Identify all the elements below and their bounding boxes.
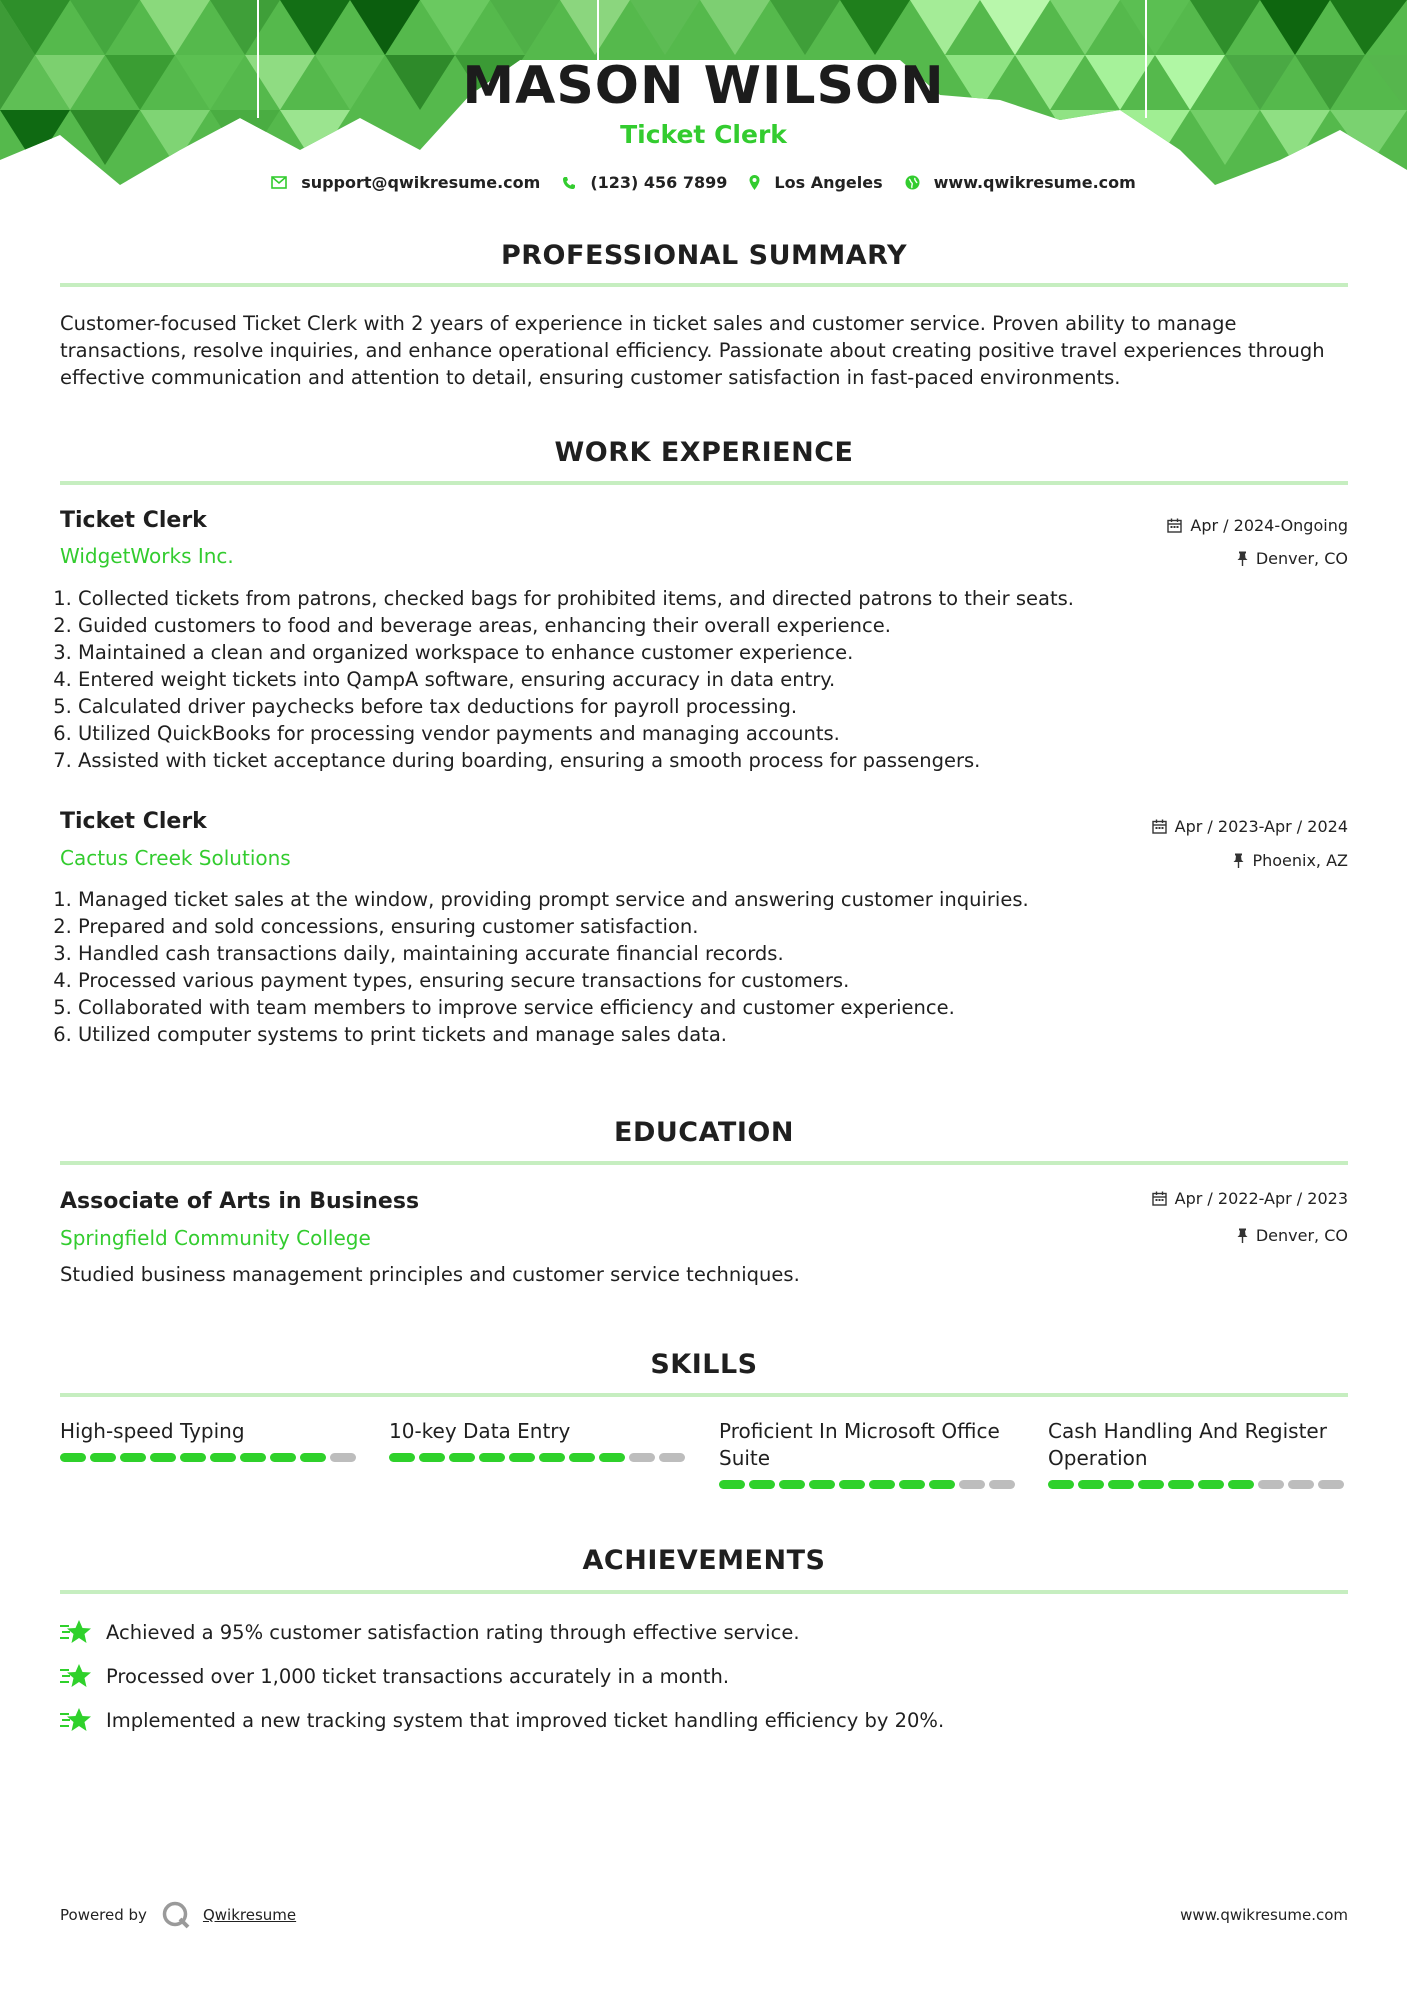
skill-level-segment: [449, 1453, 475, 1462]
pushpin-icon: [1233, 853, 1244, 868]
list-item: 6. Utilized QuickBooks for processing vendor payments and managing accounts.: [78, 720, 1368, 747]
list-item: 4. Processed various payment types, ensuring secure transactions for customers.: [78, 967, 1368, 994]
skill-name: Proficient In Microsoft Office Suite: [719, 1419, 1000, 1470]
skill-level-segment: [509, 1453, 535, 1462]
list-item: 3. Handled cash transactions daily, maintaining accurate financial records.: [78, 940, 1368, 967]
skill-level-segment: [839, 1480, 865, 1489]
education-location-text: Denver, CO: [1255, 1226, 1348, 1245]
summary-heading: PROFESSIONAL SUMMARY: [500, 240, 908, 271]
list-item: 2. Prepared and sold concessions, ensuring customer satisfaction.: [78, 913, 1368, 940]
list-item: 6. Utilized computer systems to print tickets and manage sales data.: [78, 1021, 1368, 1048]
skill-level-segment: [1108, 1480, 1134, 1489]
skills-divider: [60, 1393, 1348, 1397]
achievement-item: [60, 1662, 729, 1690]
job-dates: [1167, 516, 1348, 535]
email-text: support@qwikresume.com: [301, 173, 541, 192]
skill-level-segment: [899, 1480, 925, 1489]
skill-name: Cash Handling And Register Operation: [1048, 1419, 1327, 1470]
job-location: [1237, 549, 1348, 568]
skill-item: [1048, 1418, 1348, 1489]
skill-level-segment: [1318, 1480, 1344, 1489]
calendar-icon: [1152, 819, 1167, 834]
pushpin-icon: [1237, 1228, 1248, 1243]
job-title: Ticket Clerk: [60, 809, 207, 834]
job-location-text: Denver, CO: [1255, 549, 1348, 568]
skill-item: [389, 1418, 689, 1462]
skill-level-segment: [1078, 1480, 1104, 1489]
skill-level-segment: [479, 1453, 505, 1462]
skill-level-segment: [929, 1480, 955, 1489]
skill-level-segment: [1198, 1480, 1224, 1489]
skill-level-segment: [90, 1453, 116, 1462]
job-dates-text: Apr / 2024-Ongoing: [1190, 516, 1348, 535]
skill-level-segment: [1138, 1480, 1164, 1489]
skill-level-bar: [389, 1453, 689, 1462]
skill-level-segment: [60, 1453, 86, 1462]
skill-level-segment: [330, 1453, 356, 1462]
degree-title: Associate of Arts in Business: [60, 1189, 420, 1214]
location-text: Los Angeles: [774, 173, 883, 192]
globe-icon: [905, 175, 920, 190]
skill-level-segment: [270, 1453, 296, 1462]
skill-name: 10-key Data Entry: [389, 1419, 571, 1443]
skill-level-segment: [1168, 1480, 1194, 1489]
list-item: 5. Calculated driver paychecks before tax deductions for payroll processing.: [78, 693, 1368, 720]
skill-level-segment: [300, 1453, 326, 1462]
contact-bar: [0, 173, 1407, 192]
skill-level-segment: [749, 1480, 775, 1489]
achievement-item: [60, 1618, 800, 1646]
website-text: www.qwikresume.com: [933, 173, 1136, 192]
job-bullets: [60, 585, 1368, 774]
phone-text: (123) 456 7899: [590, 173, 728, 192]
achievement-text: Implemented a new tracking system that improved ticket handling efficiency by 20%.: [106, 1708, 945, 1732]
skill-level-segment: [539, 1453, 565, 1462]
job-company: Cactus Creek Solutions: [60, 846, 291, 870]
skill-level-segment: [210, 1453, 236, 1462]
job-dates-text: Apr / 2023-Apr / 2024: [1174, 817, 1348, 836]
skill-level-segment: [1258, 1480, 1284, 1489]
star-icon: [60, 1618, 92, 1646]
education-dates: [1152, 1189, 1348, 1208]
calendar-icon: [1152, 1191, 1167, 1206]
candidate-role: Ticket Clerk: [620, 120, 787, 149]
achievements-heading: ACHIEVEMENTS: [582, 1545, 826, 1576]
skill-level-segment: [659, 1453, 685, 1462]
contact-location: [749, 173, 882, 192]
job-location: [1233, 851, 1348, 870]
footer-website[interactable]: www.qwikresume.com: [1180, 1906, 1348, 1924]
job-dates: [1152, 817, 1348, 836]
star-icon: [60, 1662, 92, 1690]
list-item: 1. Managed ticket sales at the window, providing prompt service and answering customer inquiries.: [78, 886, 1368, 913]
qwikresume-logo-icon: [161, 1900, 191, 1930]
skill-level-segment: [419, 1453, 445, 1462]
star-icon: [60, 1706, 92, 1734]
powered-by-label: Powered by: [60, 1906, 147, 1924]
skill-name: High-speed Typing: [60, 1419, 245, 1443]
job-company: WidgetWorks Inc.: [60, 544, 234, 568]
list-item: 2. Guided customers to food and beverage areas, enhancing their overall experience.: [78, 612, 1368, 639]
qwikresume-link[interactable]: Qwikresume: [202, 1906, 297, 1924]
phone-icon: [562, 176, 576, 190]
skill-level-segment: [150, 1453, 176, 1462]
list-item: 5. Collaborated with team members to improve service efficiency and customer experience.: [78, 994, 1368, 1021]
summary-text: Customer-focused Ticket Clerk with 2 years of experience in ticket sales and customer service. Proven ability to manage transactions, resolve inquiries, and enhance operational efficiency. Passionate about creating positive travel experiences through effective communication and attention to detail, ensuring customer satisfaction in fast-paced environments.: [60, 312, 1325, 389]
skill-level-segment: [869, 1480, 895, 1489]
skill-level-segment: [809, 1480, 835, 1489]
list-item: 3. Maintained a clean and organized workspace to enhance customer experience.: [78, 639, 1368, 666]
skill-level-bar: [719, 1480, 1019, 1489]
skill-level-segment: [779, 1480, 805, 1489]
pushpin-icon: [1237, 551, 1248, 566]
list-item: 4. Entered weight tickets into QampA software, ensuring accuracy in data entry.: [78, 666, 1368, 693]
candidate-name: MASON WILSON: [462, 56, 945, 116]
skill-level-segment: [1228, 1480, 1254, 1489]
job-title: Ticket Clerk: [60, 508, 207, 533]
envelope-icon: [271, 176, 287, 189]
education-divider: [60, 1161, 1348, 1165]
experience-heading: WORK EXPERIENCE: [554, 437, 854, 468]
skill-level-segment: [959, 1480, 985, 1489]
achievements-divider: [60, 1590, 1348, 1594]
summary-divider: [60, 283, 1348, 287]
education-heading: EDUCATION: [614, 1117, 794, 1148]
skill-level-segment: [629, 1453, 655, 1462]
job-bullets: [60, 886, 1368, 1048]
skill-level-segment: [599, 1453, 625, 1462]
skill-level-bar: [60, 1453, 360, 1462]
skill-level-segment: [1288, 1480, 1314, 1489]
skill-level-segment: [180, 1453, 206, 1462]
skill-level-segment: [1048, 1480, 1074, 1489]
skill-level-segment: [719, 1480, 745, 1489]
skill-level-segment: [989, 1480, 1015, 1489]
contact-website[interactable]: [905, 173, 1136, 192]
list-item: 7. Assisted with ticket acceptance during boarding, ensuring a smooth process for passengers.: [78, 747, 1368, 774]
achievement-text: Achieved a 95% customer satisfaction rating through effective service.: [106, 1620, 800, 1644]
contact-email[interactable]: [271, 173, 540, 192]
skill-item: [60, 1418, 360, 1462]
education-description: Studied business management principles and customer service techniques.: [60, 1263, 800, 1286]
calendar-icon: [1167, 518, 1182, 533]
skill-level-segment: [120, 1453, 146, 1462]
footer-powered-by: [60, 1900, 296, 1930]
school-name: Springfield Community College: [60, 1226, 371, 1250]
achievement-text: Processed over 1,000 ticket transactions accurately in a month.: [106, 1664, 730, 1688]
skill-level-bar: [1048, 1480, 1348, 1489]
experience-divider: [60, 481, 1348, 485]
skills-heading: SKILLS: [650, 1349, 758, 1380]
contact-phone[interactable]: [562, 173, 727, 192]
achievement-item: [60, 1706, 944, 1734]
map-pin-icon: [749, 175, 760, 190]
job-location-text: Phoenix, AZ: [1252, 851, 1348, 870]
skill-level-segment: [389, 1453, 415, 1462]
skill-level-segment: [569, 1453, 595, 1462]
list-item: 1. Collected tickets from patrons, checked bags for prohibited items, and directed patrons to their seats.: [78, 585, 1368, 612]
education-location: [1237, 1226, 1348, 1245]
skill-level-segment: [240, 1453, 266, 1462]
skill-item: [719, 1418, 1019, 1489]
education-dates-text: Apr / 2022-Apr / 2023: [1174, 1189, 1348, 1208]
